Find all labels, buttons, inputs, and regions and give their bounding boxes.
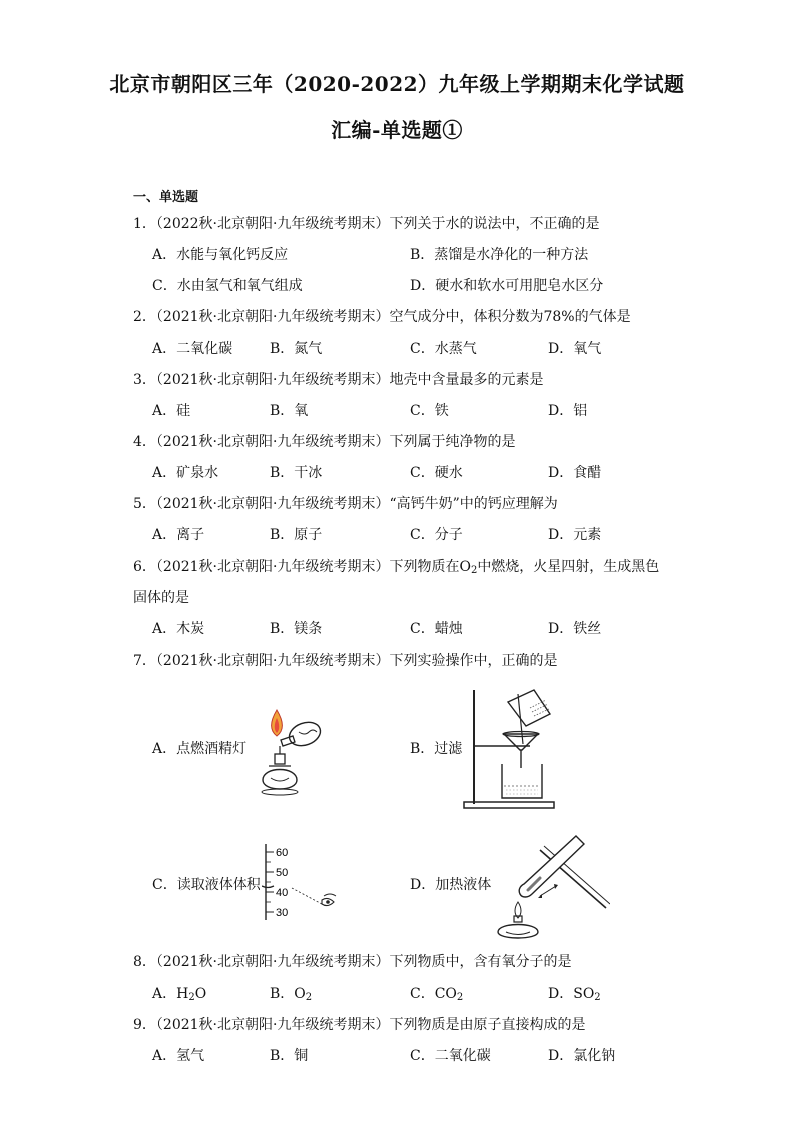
section-heading: 一、单选题 [133, 190, 199, 205]
question-number: 9． [133, 1017, 156, 1033]
question-source: （2021秋·北京朝阳·九年级统考期末） [155, 653, 390, 669]
question-number: 6． [133, 559, 156, 575]
option-7b: B．过滤 [410, 741, 463, 757]
heating-liquid-figure [488, 832, 610, 942]
question-stem: 下列属于纯净物的是 [389, 434, 516, 450]
question-number: 7． [133, 653, 156, 669]
option-1a: A．水能与氧化钙反应 [152, 247, 289, 263]
option-4c: C．硬水 [410, 465, 463, 481]
option-2c: C．水蒸气 [410, 341, 477, 357]
question-6-line2: 固体的是 [133, 590, 189, 606]
alcohol-lamp-lighting-figure [255, 702, 335, 800]
question-2 [133, 306, 631, 326]
question-9 [133, 1014, 585, 1034]
question-stem: 下列物质是由原子直接构成的是 [389, 1017, 586, 1033]
scale-tick-30: 30 [276, 907, 289, 919]
option-7d: D．加热液体 [410, 877, 492, 893]
option-5c: C．分子 [410, 527, 463, 543]
scale-tick-50: 50 [276, 867, 289, 879]
question-source: （2021秋·北京朝阳·九年级统考期末） [155, 1017, 390, 1033]
question-number: 4． [133, 434, 156, 450]
question-stem: 空气成分中，体积分数为78%的气体是 [389, 309, 631, 325]
question-stem: 下列实验操作中，正确的是 [389, 653, 558, 669]
question-number: 1． [133, 216, 156, 232]
option-6d: D．铁丝 [548, 621, 602, 637]
question-source: （2021秋·北京朝阳·九年级统考期末） [155, 372, 390, 388]
graduated-cylinder-reading-figure [262, 842, 344, 922]
option-1c: C．水由氢气和氧气组成 [152, 278, 303, 294]
option-7a: A．点燃酒精灯 [152, 741, 247, 757]
option-6c: C．蜡烛 [410, 621, 463, 637]
scale-tick-60: 60 [276, 847, 289, 859]
option-1d: D．硬水和软水可用肥皂水区分 [410, 278, 604, 294]
document-title-line1: 北京市朝阳区三年（2020-2022）九年级上学期期末化学试题 [109, 72, 685, 96]
question-3 [133, 369, 543, 389]
scale-tick-40: 40 [276, 887, 289, 899]
option-3b: B．氧 [270, 403, 309, 419]
question-stem: 下列关于水的说法中，不正确的是 [389, 216, 600, 232]
option-8b: B．$O_2$ [270, 986, 313, 1003]
option-2d: D．氧气 [548, 341, 602, 357]
option-7c: C．读取液体体积 [152, 877, 261, 893]
option-3d: D．铝 [548, 403, 588, 419]
option-3a: A．硅 [152, 403, 191, 419]
question-source: （2021秋·北京朝阳·九年级统考期末） [155, 954, 390, 970]
question-stem: 下列物质在O [389, 559, 471, 575]
question-number: 2． [133, 309, 156, 325]
question-number: 5． [133, 496, 156, 512]
option-4b: B．干冰 [270, 465, 323, 481]
option-9c: C．二氧化碳 [410, 1048, 491, 1064]
question-stem: “高钙牛奶”中的钙应理解为 [389, 496, 558, 512]
filtration-apparatus-figure [460, 688, 560, 810]
option-2b: B．氮气 [270, 341, 323, 357]
question-source: （2021秋·北京朝阳·九年级统考期末） [155, 559, 390, 575]
question-number: 8． [133, 954, 156, 970]
option-8a: A．$H_2O$ [152, 986, 207, 1003]
question-8 [133, 951, 571, 971]
question-7 [133, 650, 557, 670]
question-source: （2021秋·北京朝阳·九年级统考期末） [155, 496, 390, 512]
option-6a: A．木炭 [152, 621, 205, 637]
option-3c: C．铁 [410, 403, 449, 419]
option-9a: A．氢气 [152, 1048, 205, 1064]
question-number: 3． [133, 372, 156, 388]
question-5 [133, 493, 558, 513]
question-1 [133, 213, 599, 233]
option-8c: C．$CO_2$ [410, 986, 464, 1003]
option-5b: B．原子 [270, 527, 323, 543]
option-9b: B．铜 [270, 1048, 309, 1064]
option-4d: D．食醋 [548, 465, 602, 481]
question-source: （2021秋·北京朝阳·九年级统考期末） [155, 309, 390, 325]
question-stem: 下列物质中，含有氧分子的是 [389, 954, 572, 970]
question-stem-cont: 中燃烧，火星四射，生成黑色 [477, 559, 660, 575]
question-source: （2022秋·北京朝阳·九年级统考期末） [155, 216, 390, 232]
option-5d: D．元素 [548, 527, 602, 543]
question-6 [133, 556, 659, 576]
question-stem: 地壳中含量最多的元素是 [389, 372, 544, 388]
subscript: 2 [470, 565, 478, 576]
option-2a: A．二氧化碳 [152, 341, 233, 357]
document-title-line2: 汇编-单选题① [331, 118, 463, 142]
option-8d: D．$SO_2$ [548, 986, 601, 1003]
question-source: （2021秋·北京朝阳·九年级统考期末） [155, 434, 390, 450]
option-6b: B．镁条 [270, 621, 323, 637]
option-1b: B．蒸馏是水净化的一种方法 [410, 247, 589, 263]
question-4 [133, 431, 515, 451]
option-9d: D．氯化钠 [548, 1048, 616, 1064]
option-4a: A．矿泉水 [152, 465, 219, 481]
option-5a: A．离子 [152, 527, 205, 543]
